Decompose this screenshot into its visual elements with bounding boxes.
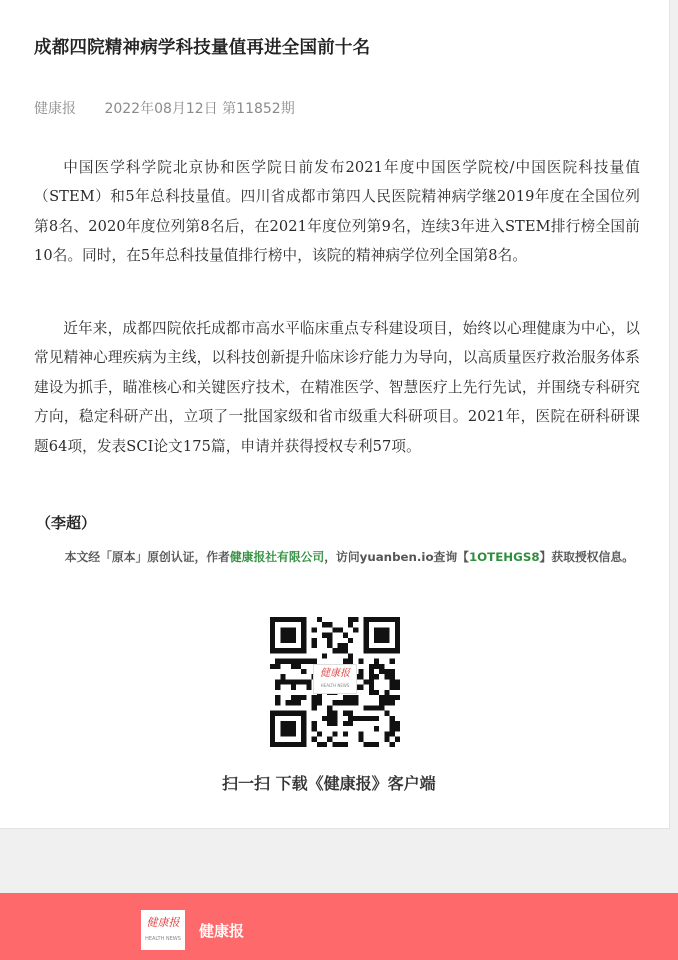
qr-logo-text: 健康报 — [320, 668, 350, 679]
notice-company-link[interactable]: 健康报社有限公司 — [229, 550, 325, 564]
qr-center-logo — [313, 664, 357, 694]
qr-logo-subtext: HEALTH NEWS — [320, 683, 350, 688]
article-author: （李超） — [36, 514, 97, 532]
notice-text-2: ，访问yuanben.io查询【 — [324, 550, 469, 564]
notice-text-1: 本文经「原本」原创认证，作者 — [64, 550, 230, 564]
qr-caption: 扫一扫 下载《健康报》客户端 — [222, 774, 436, 793]
notice-code-link[interactable]: 1OTEHGS8 — [468, 550, 540, 564]
notice-text-3: 】获取授权信息。 — [539, 550, 634, 564]
copyright-notice — [34, 545, 640, 569]
article-title: 成都四院精神病学科技量值再进全国前十名 — [34, 38, 371, 58]
article-paragraph-1: 中国医学科学院北京协和医学院日前发布2021年度中国医学院校/中国医院科技量值（STEM）和5年总科技量值。四川省成都市第四人民医院精神病学继2019年度在全国位列第8名、2020年度位列第8名后，在2021年度位列第9名，连续3年进入STEM排行榜全国前10名。同时，在5年总科技量值排行榜中，该院的精神病学位列全国第8名。 — [34, 159, 640, 265]
article-paragraph-2: 近年来，成都四院依托成都市高水平临床重点专科建设项目，始终以心理健康为中心，以常见精神心理疾病为主线，以科技创新提升临床诊疗能力为导向，以高质量医疗救治服务体系建设为抓手，瞄准核心和关键医疗技术，在精准医学、智慧医疗上先行先试，并围绕专科研究方向，稳定科研产出，立项了一批国家级和省市级重大科研项目。2021年，医院在研科研课题64项，发表SCI论文175篇，申请并获得授权专利57项。 — [34, 320, 640, 455]
article-date-issue: 2022年08月12日 第11852期 — [104, 101, 295, 117]
footer-logo-subtext: HEALTH NEWS — [145, 936, 181, 942]
footer-logo-text: 健康报 — [146, 916, 180, 929]
article-meta — [34, 98, 295, 118]
article-source: 健康报 — [34, 101, 76, 117]
footer-site-name[interactable]: 健康报 — [199, 922, 245, 940]
footer-logo[interactable] — [141, 910, 185, 950]
footer-bar — [0, 893, 678, 960]
